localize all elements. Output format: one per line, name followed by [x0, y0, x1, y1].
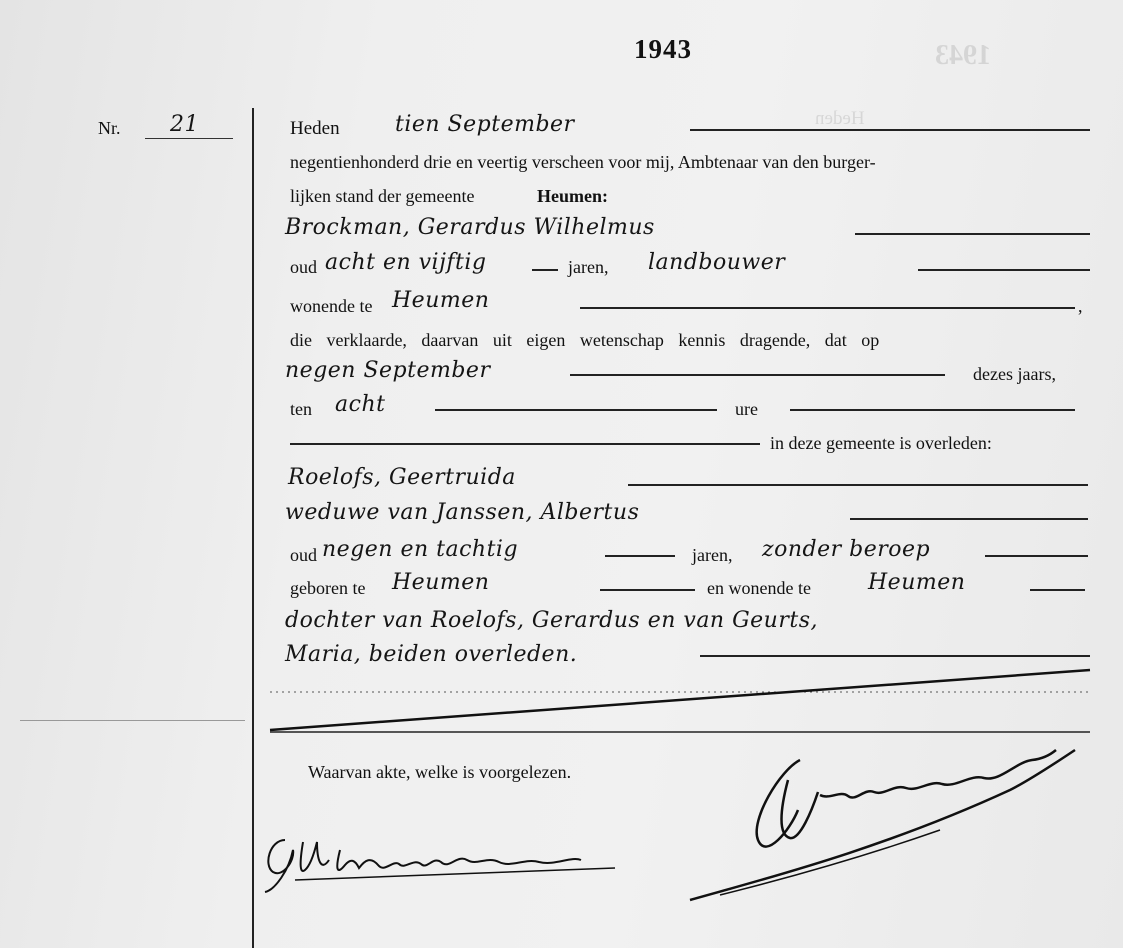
closing-statement: Waarvan akte, welke is voorgelezen.: [308, 762, 572, 782]
record-number-value: 21: [170, 112, 199, 137]
residence-comma: ,: [1078, 296, 1083, 316]
declarant-residence: Heumen: [392, 288, 490, 313]
fill-line-residence: [580, 307, 1075, 309]
jaren-label-2: jaren,: [692, 545, 733, 565]
en-wonende-te-label: en wonende te: [707, 578, 811, 598]
fill-line-declarant-age: [532, 269, 558, 271]
deceased-residence: Heumen: [868, 570, 966, 595]
record-number-underline: [145, 138, 233, 139]
margin-rule-line-1: [20, 720, 245, 721]
fill-line-deceased-name: [628, 484, 1088, 486]
oud-label-2: oud: [290, 545, 317, 565]
bleed-through-year: 1943: [935, 40, 991, 71]
record-date: tien September: [395, 112, 575, 137]
declarant-age: acht en vijftig: [325, 250, 487, 275]
intro-line-2: lijken stand der gemeente: [290, 186, 475, 206]
municipality-name: Heumen:: [537, 186, 608, 206]
death-time: acht: [335, 392, 386, 417]
municipality: [537, 186, 608, 207]
death-date: negen September: [285, 358, 491, 383]
fill-line-deceased-residence: [1030, 589, 1085, 591]
record-number-label: Nr.: [98, 118, 121, 138]
intro-line-1: negentienhonderd drie en veertig verscheen voor mij, Ambtenaar van den burger-: [290, 152, 876, 172]
wonende-te-label: wonende te: [290, 296, 373, 316]
declaration-line: die verklaarde, daarvan uit eigen wetenschap kennis dragende, dat op: [290, 330, 880, 350]
record-year: 1943: [634, 34, 692, 64]
fill-line-deceased-status: [850, 518, 1088, 520]
ten-label: ten: [290, 399, 312, 419]
fill-line-birthplace: [600, 589, 695, 591]
fill-line-date: [690, 129, 1090, 131]
fill-line-ure: [790, 409, 1075, 411]
geboren-te-label: geboren te: [290, 578, 366, 598]
fill-line-declarant-name: [855, 233, 1090, 235]
ure-label: ure: [735, 399, 758, 419]
jaren-label-1: jaren,: [568, 257, 609, 277]
fill-line-time: [435, 409, 717, 411]
deceased-status: weduwe van Janssen, Albertus: [285, 500, 640, 525]
fill-line-occupation: [918, 269, 1090, 271]
overleden-label: in deze gemeente is overleden:: [770, 433, 992, 453]
declarant-signature: [255, 820, 635, 900]
margin-rule: [252, 108, 254, 948]
heden-label: Heden: [290, 118, 340, 139]
fill-line-death-date: [570, 374, 945, 376]
deceased-name: Roelofs, Geertruida: [288, 465, 516, 490]
fill-line-deceased-age: [605, 555, 675, 557]
birthplace: Heumen: [392, 570, 490, 595]
oud-label-1: oud: [290, 257, 317, 277]
fill-line-deceased-occupation: [985, 555, 1088, 557]
bleed-through-heden: Heden: [815, 108, 865, 129]
dezes-jaars-label: dezes jaars,: [973, 364, 1056, 384]
registrar-signature: [680, 740, 1100, 910]
declarant-name: Brockman, Gerardus Wilhelmus: [285, 215, 655, 240]
fill-line-place: [290, 443, 760, 445]
closing-strike-lines: [260, 640, 1110, 740]
parents-line-1: dochter van Roelofs, Gerardus en van Geurts,: [285, 608, 818, 633]
deceased-occupation: zonder beroep: [762, 537, 931, 562]
declarant-occupation: landbouwer: [648, 250, 786, 275]
diagonal-strike: [270, 670, 1090, 730]
parents-line-2: Maria, beiden overleden.: [285, 642, 578, 667]
deceased-age: negen en tachtig: [322, 537, 519, 562]
